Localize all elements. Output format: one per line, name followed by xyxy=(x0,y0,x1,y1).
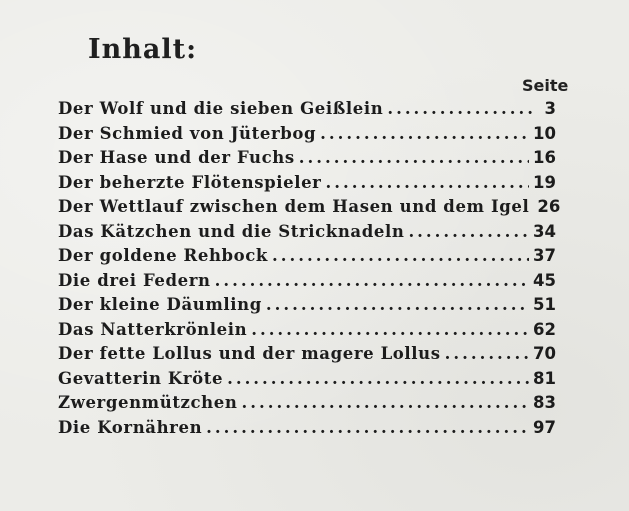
toc-entry-page-number: 10 xyxy=(533,123,556,143)
toc-entry-title: Zwergenmützchen xyxy=(58,393,238,412)
toc-entry xyxy=(58,220,556,245)
toc-entry-title: Das Natterkrönlein xyxy=(58,319,248,339)
toc-entry-title: Das Kätzchen und die Stricknadeln xyxy=(58,221,405,241)
toc-entry-page-number: 81 xyxy=(533,368,556,388)
toc-entry xyxy=(58,269,556,294)
toc-entry-page-number: 3 xyxy=(544,99,556,118)
dot-leader xyxy=(266,293,529,318)
toc-entry-title: Der goldene Rehbock xyxy=(58,246,268,265)
toc-entry xyxy=(58,244,556,269)
dot-leader xyxy=(272,244,529,269)
toc-entry-title: Gevatterin Kröte xyxy=(58,368,224,388)
toc-entry-title: Der Schmied von Jüterbog xyxy=(58,123,317,143)
toc-entry-page-number: 19 xyxy=(533,172,556,192)
dot-leader xyxy=(251,318,529,343)
toc-entry-page-number: 26 xyxy=(537,197,561,216)
toc-entry-title: Der Wettlauf zwischen dem Hasen und dem Igel xyxy=(58,197,530,216)
toc-entry-page-number: 51 xyxy=(533,295,556,314)
dot-leader xyxy=(445,342,529,367)
toc-entry-title: Der kleine Däumling xyxy=(58,295,262,314)
dot-leader xyxy=(408,220,529,245)
toc-entry-title: Die drei Federn xyxy=(58,270,211,290)
table-of-contents xyxy=(58,97,561,440)
toc-entry-title: Der Wolf und die sieben Geißlein xyxy=(58,99,384,118)
toc-entry-page-number: 16 xyxy=(533,148,556,167)
toc-entry-title: Der Hase und der Fuchs xyxy=(58,148,295,167)
toc-entry-title: Der fette Lollus und der magere Lollus xyxy=(58,344,441,363)
dot-leader xyxy=(215,269,529,294)
dot-leader xyxy=(325,171,529,196)
dot-leader xyxy=(241,391,529,416)
toc-entry xyxy=(58,367,556,392)
toc-entry-page-number: 97 xyxy=(533,417,556,437)
toc-entry-title: Die Kornähren xyxy=(58,417,203,437)
toc-entry-page-number: 34 xyxy=(533,221,556,241)
toc-entry-page-number: 37 xyxy=(533,246,556,265)
dot-leader xyxy=(320,122,529,147)
dot-leader xyxy=(387,97,532,122)
page-title: Inhalt: xyxy=(88,34,198,65)
toc-entry xyxy=(58,318,556,343)
toc-entry-page-number: 45 xyxy=(533,270,556,290)
toc-entry xyxy=(58,391,556,416)
page-column-label: Seite xyxy=(522,76,569,95)
toc-entry-page-number: 62 xyxy=(533,319,556,339)
toc-entry xyxy=(58,195,561,220)
toc-entry xyxy=(58,122,556,147)
toc-entry xyxy=(58,171,556,196)
toc-entry xyxy=(58,342,556,367)
dot-leader xyxy=(227,367,529,392)
toc-entry xyxy=(58,146,556,171)
toc-entry-title: Der beherzte Flötenspieler xyxy=(58,172,322,192)
toc-entry xyxy=(58,416,556,441)
dot-leader xyxy=(206,416,529,441)
toc-entry xyxy=(58,293,556,318)
toc-entry-page-number: 83 xyxy=(533,393,556,412)
toc-entry xyxy=(58,97,556,122)
dot-leader xyxy=(299,146,529,171)
toc-entry-page-number: 70 xyxy=(533,344,556,363)
